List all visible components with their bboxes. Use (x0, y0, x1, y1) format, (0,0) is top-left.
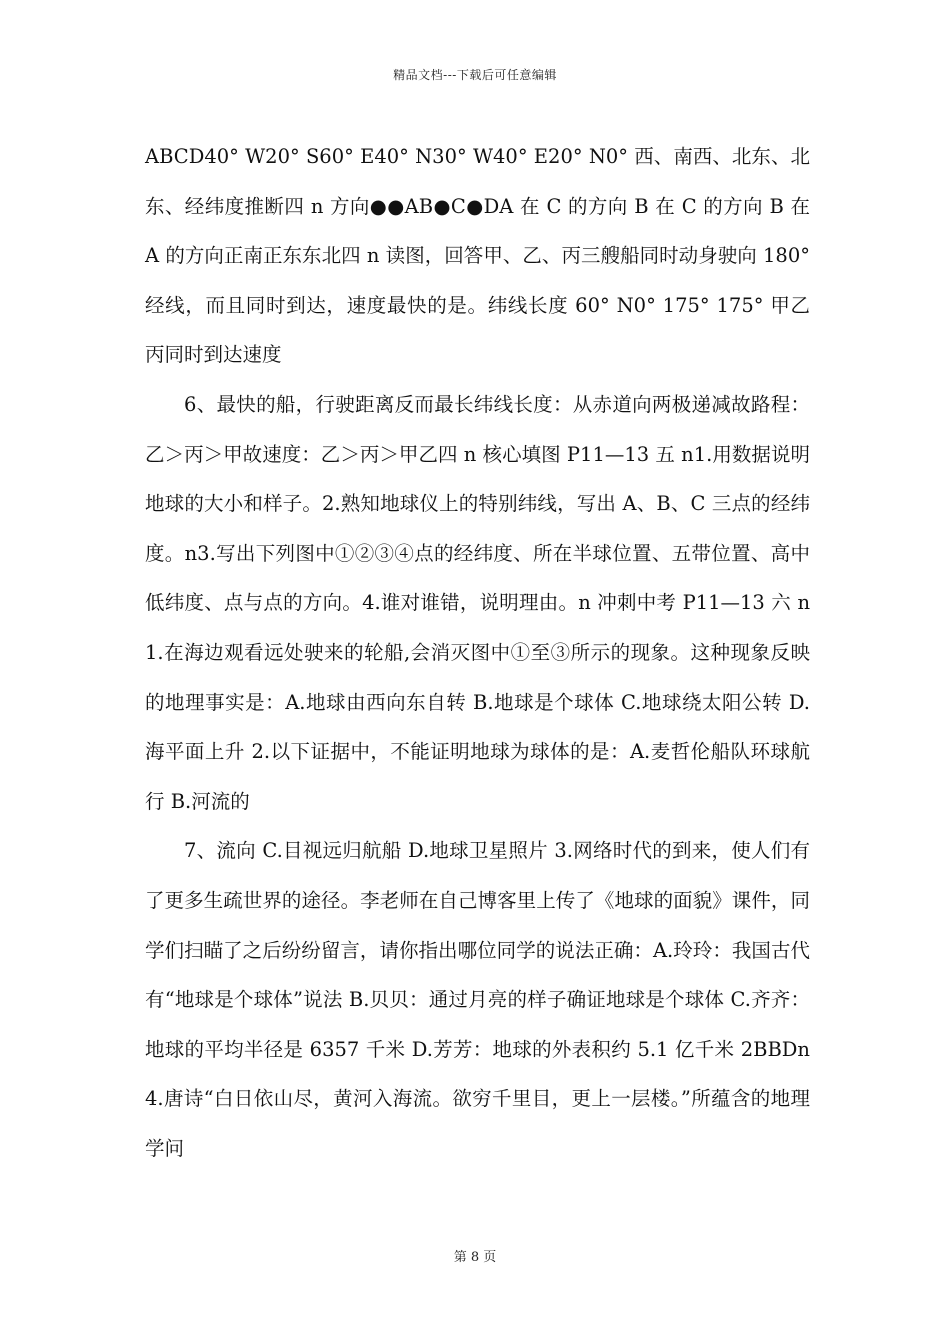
paragraph-coordinates: ABCD40° W20° S60° E40° N30° W40° E20° N0° 西、南西、北东、北东、经纬度推断四 n 方向●●AB●C●DA 在 C 的方向 B 在 C 的方向 B 在 A 的方向正南正东东北四 n 读图，回答甲、乙、丙三艘船同时动身驶向 180° 经线，而且同时到达，速度最快的是。纬线长度 60° N0° 175° 175° 甲乙丙同时到达速度 (145, 145, 810, 367)
page-header: 精品文档---下载后可任意编辑 (393, 68, 557, 82)
page-number: 第 8 页 (453, 1250, 497, 1265)
document-body (145, 132, 810, 1173)
paragraph-river-flow: 7、流向 C.目视远归航船 D.地球卫星照片 3.网络时代的到来，使人们有了更多生疏世界的途径。李老师在自己博客里上传了《地球的面貌》课件，同学们扫瞄了之后纷纷留言，请你指出哪位同学的说法正确：A.玲玲：我国古代有“地球是个球体”说法 B.贝贝：通过月亮的样子确证地球是个球体 C.齐齐：地球的平均半径是 6357 千米 D.芳芳：地球的外表积约 5.1 亿千米 2BBDn4.唐诗“白日依山尽，黄河入海流。欲穷千里目，更上一层楼。”所蕴含的地理学问 (145, 839, 810, 1160)
paragraph-fastest-ship: 6、最快的船，行驶距离反而最长纬线长度：从赤道向两极递减故路程：乙＞丙＞甲故速度：乙＞丙＞甲乙四 n 核心填图 P11—13 五 n1.用数据说明地球的大小和样子。2.熟知地球仪上的特别纬线，写出 A、B、C 三点的经纬度。n3.写出下列图中①②③④点的经纬度、所在半球位置、五带位置、高中低纬度、点与点的方向。4.谁对谁错，说明理由。n 冲刺中考 P11—13 六 n1.在海边观看远处驶来的轮船,会消灭图中①至③所示的现象。这种现象反映的地理事实是：A.地球由西向东自转 B.地球是个球体 C.地球绕太阳公转 D.海平面上升 2.以下证据中，不能证明地球为球体的是：A.麦哲伦船队环球航行 B.河流的 (145, 392, 810, 813)
